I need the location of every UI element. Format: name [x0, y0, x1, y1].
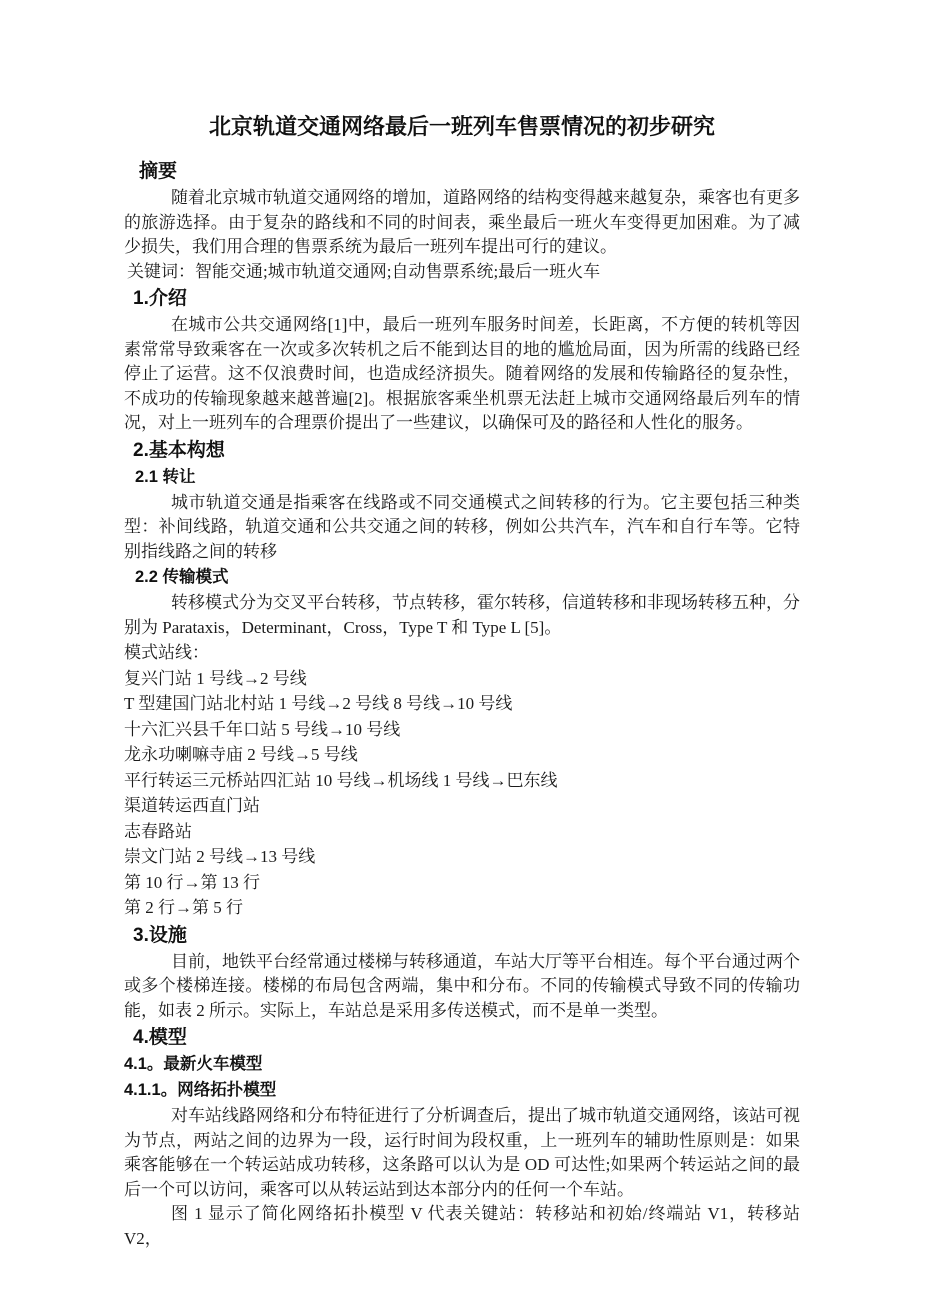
section-2-1-heading: 2.1 转让: [135, 467, 196, 486]
station-line-item: 平行转运三元桥站四汇站 10 号线→机场线 1 号线→巴东线: [124, 770, 558, 790]
station-line-item: 渠道转运西直门站: [124, 796, 260, 815]
section-4-1-heading: 4.1。最新火车模型: [124, 1055, 263, 1073]
station-line-item: 复兴门站 1 号线→2 号线: [124, 668, 307, 688]
station-line-item: 崇文门站 2 号线→13 号线: [124, 847, 316, 866]
section-2-2-heading: 2.2 传输模式: [135, 568, 229, 586]
abstract-heading: 摘要: [139, 161, 178, 182]
section-4-1-1-paragraph: 对车站线路网络和分布特征进行了分析调查后，提出了城市轨道交通网络，该站可视为节点，两站之间的边界为一段，运行时间为段权重，上一班列车的辅助性原则是：如果乘客能够在一个转运站成功转移，这条路可以认为是 OD 可达性;如果两个转运站之间的最后一个可以访问，乘客可以从转运站到达本部分内的任何一个车站。: [124, 1106, 800, 1199]
section-4-1-1-heading: 4.1.1。网络拓扑模型: [124, 1081, 277, 1099]
section-2-2-paragraph: 转移模式分为交叉平台转移，节点转移，霍尔转移，信道转移和非现场转移五种，分别为 Parataxis，Determinant，Cross，Type T 和 Type L [5]。: [124, 593, 800, 637]
station-line-item: 十六汇兴县千年口站 5 号线→10 号线: [124, 719, 401, 739]
document-title: 北京轨道交通网络最后一班列车售票情况的初步研究: [208, 114, 715, 139]
figure-1-reference: 图 1 显示了简化网络拓扑模型 V 代表关键站：转移站和初始/终端站 V1，转移站 V2，: [124, 1204, 800, 1248]
station-line-item: T 型建国门站北村站 1 号线→2 号线 8 号线→10 号线: [124, 694, 513, 713]
section-3-paragraph: 目前，地铁平台经常通过楼梯与转移通道，车站大厅等平台相连。每个平台通过两个或多个楼梯连接。楼梯的布局包含两端，集中和分布。不同的传输模式导致不同的传输功能，如表 2 所示。实际上，车站总是采用多传送模式，而不是单一类型。: [124, 951, 800, 1020]
station-list-label: 模式站线：: [124, 643, 209, 662]
section-1-paragraph: 在城市公共交通网络[1]中，最后一班列车服务时间差，长距离，不方便的转机等因素常常导致乘客在一次或多次转机之后不能到达目的地的尴尬局面，因为所需的线路已经停止了运营。这不仅浪费时间，也造成经济损失。随着网络的发展和传输路径的复杂性，不成功的传输现象越来越普遍[2]。根据旅客乘坐机票无法赶上城市交通网络最后列车的情况，对上一班列车的合理票价提出了一些建议，以确保可及的路径和人性化的服务。: [124, 315, 800, 432]
abstract-paragraph: 随着北京城市轨道交通网络的增加，道路网络的结构变得越来越复杂，乘客也有更多的旅游选择。由于复杂的路线和不同的时间表，乘坐最后一班火车变得更加困难。为了减少损失，我们用合理的售票系统为最后一班列车提出可行的建议。: [124, 188, 800, 256]
section-3-heading: 3.设施: [133, 924, 187, 946]
station-line-item: 第 2 行→第 5 行: [124, 898, 243, 917]
section-4-heading: 4.模型: [133, 1027, 187, 1048]
section-2-heading: 2.基本构想: [133, 439, 225, 461]
section-1-heading: 1.介绍: [133, 288, 187, 309]
station-line-item: 志春路站: [124, 821, 192, 841]
station-line-item: 第 10 行→第 13 行: [124, 872, 260, 892]
section-2-1-paragraph: 城市轨道交通是指乘客在线路或不同交通模式之间转移的行为。它主要包括三种类型：补间线路，轨道交通和公共交通之间的转移，例如公共汽车，汽车和自行车等。它特别指线路之间的转移: [124, 492, 800, 561]
station-line-item: 龙永功喇嘛寺庙 2 号线→5 号线: [124, 745, 358, 764]
keywords-line: 关键词：智能交通;城市轨道交通网;自动售票系统;最后一班火车: [127, 261, 601, 281]
